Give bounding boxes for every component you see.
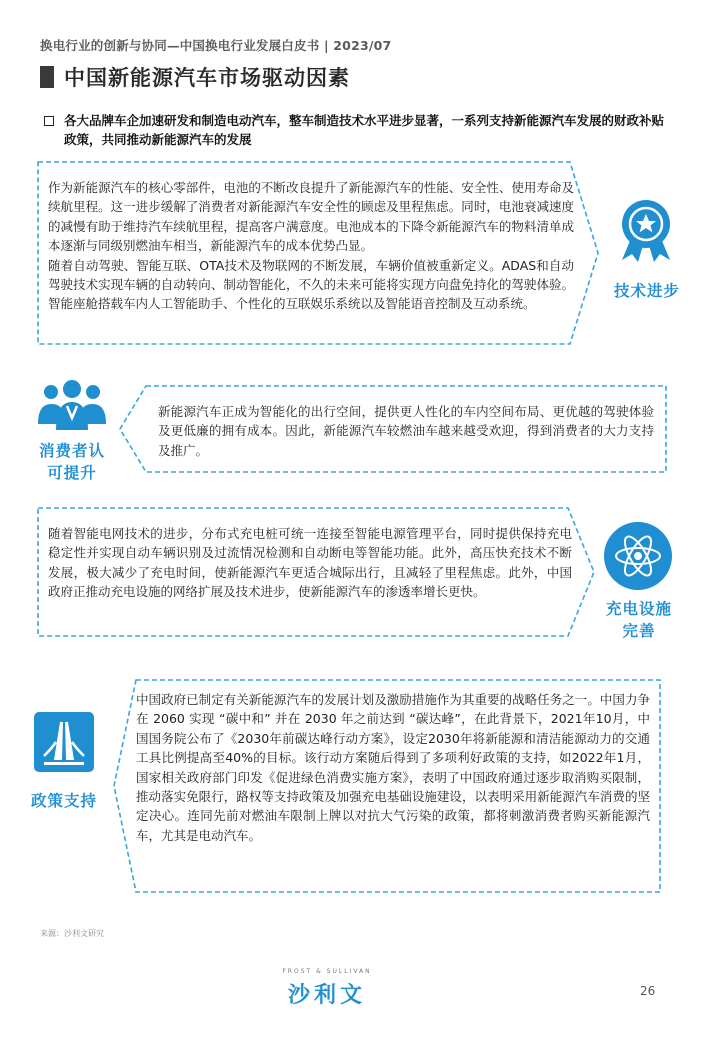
intro-text: 各大品牌车企加速研发和制造电动汽车，整车制造技术水平进步显著，一系列支持新能源汽车发展的财政补贴政策，共同推动新能源汽车的发展 bbox=[64, 113, 665, 147]
award-ribbon-icon bbox=[612, 198, 680, 264]
page-header: 换电行业的创新与协同—中国换电行业发展白皮书 | 2023/07 bbox=[40, 38, 392, 53]
panel-consumer-recognition bbox=[120, 386, 666, 472]
label-charging-line2: 完善 bbox=[622, 622, 656, 640]
tech-paragraph-1: 作为新能源汽车的核心零部件，电池的不断改良提升了新能源汽车的性能、安全性、使用寿命及续航里程。这一进步缓解了消费者对新能源汽车安全性的顾虑及里程焦虑。同时，电池衰减速度的减慢有助于维持汽车续航里程，提高客户满意度。电池成本的下降令新能源汽车的物料清单成本逐渐与同级别燃油车相当，新能源汽车的成本优势凸显。 bbox=[48, 180, 574, 254]
company-logo: 沙利文 bbox=[287, 983, 366, 1008]
panel-tech-progress bbox=[38, 162, 598, 344]
label-consumer-recognition bbox=[30, 440, 114, 484]
road-icon bbox=[34, 712, 94, 772]
tech-paragraph-2: 随着自动驾驶、智能互联、OTA技术及物联网的不断发展，车辆价值被重新定义。ADAS和自动驾驶技术实现车辆的自动转向、制动智能化，不久的未来可能将实现方向盘免持化的驾驶体验。智能座舱搭载车内人工智能助手、个性化的互联娱乐系统以及智能语音控制及互动系统。 bbox=[48, 257, 574, 312]
bullet-square-icon bbox=[44, 116, 54, 126]
label-charging-infrastructure bbox=[596, 598, 682, 642]
logo-subtitle: FROST & SULLIVAN bbox=[282, 968, 372, 975]
label-tech-progress: 技术进步 bbox=[613, 282, 680, 300]
consumer-paragraph: 新能源汽车正成为智能化的出行空间，提供更人性化的车内空间布局、更优越的驾驶体验及更低廉的拥有成本。因此，新能源汽车较燃油车越来越受欢迎，得到消费者的大力支持及推广。 bbox=[158, 404, 654, 458]
panel-policy-support bbox=[114, 680, 660, 892]
users-group-icon bbox=[36, 380, 108, 432]
label-consumer-recognition-line1: 消费者认 bbox=[38, 442, 105, 460]
page-title: 中国新能源汽车市场驱动因素 bbox=[64, 66, 350, 90]
label-consumer-recognition-line2: 可提升 bbox=[47, 464, 97, 482]
policy-paragraph: 中国政府已制定有关新能源汽车的发展计划及激励措施作为其重要的战略任务之一。中国力争在 2060 实现 “碳中和” 并在 2030 年之前达到 “碳达峰”，在此背景下，2021年10月，中国国务院公布了《2030年前碳达峰行动方案》，设定2030年将新能源和清洁能源动力的交通工具比例提高至40%的目标。该行动方案随后得到了多项利好政策的支持，如2022年1月，国家相关政府部门印发《促进绿色消费实施方案》，表明了中国政府通过逐步取消购买限制，推动落实免限行，路权等支持政策及加强充电基础设施建设，以表明采用新能源汽车消费的坚定决心。连同先前对燃油车限制上牌以对抗大气污染的政策，都将刺激消费者购买新能源汽车，尤其是电动汽车。 bbox=[136, 692, 650, 843]
page-number: 26 bbox=[640, 984, 656, 998]
label-policy-support: 政策支持 bbox=[30, 792, 97, 810]
source-note: 来源：沙利文研究 bbox=[40, 929, 104, 938]
charging-paragraph: 随着智能电网技术的进步，分布式充电桩可统一连接至智能电源管理平台，同时提供保持充电稳定性并实现自动车辆识别及过流情况检测和自动断电等智能功能。此外，高压快充技术不断发展，极大减少了充电时间，使新能源汽车更适合城际出行，且减轻了里程焦虑。此外，中国政府正推动充电设施的网络扩展及技术进步，使新能源汽车的渗透率增长更快。 bbox=[48, 526, 572, 600]
atom-icon bbox=[602, 520, 674, 592]
panel-charging-infrastructure bbox=[38, 508, 594, 636]
label-charging-line1: 充电设施 bbox=[605, 600, 672, 618]
title-bar-accent bbox=[40, 66, 54, 88]
